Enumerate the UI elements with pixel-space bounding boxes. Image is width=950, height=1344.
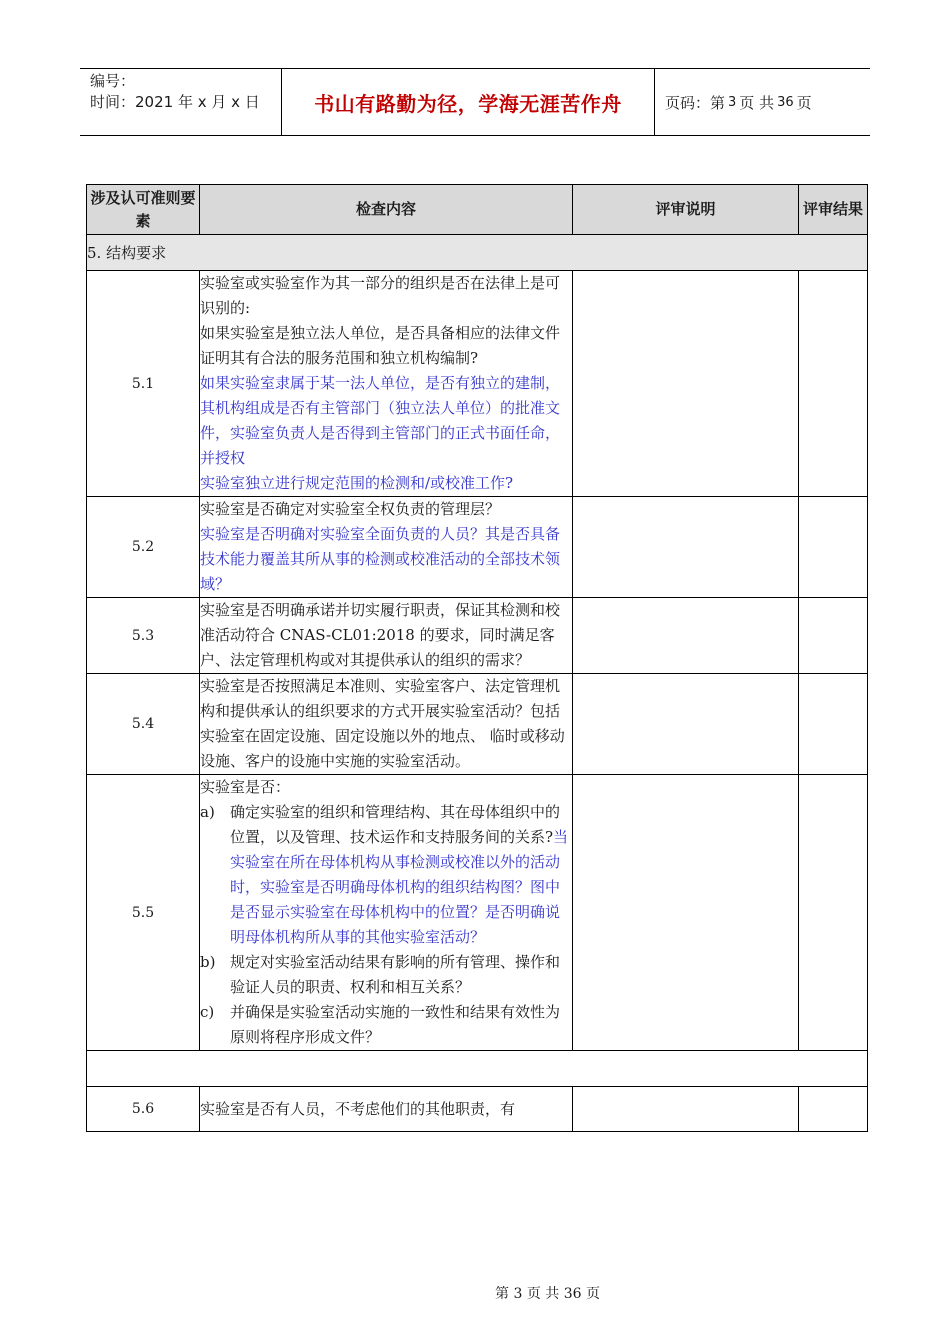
review-notes-cell[interactable] bbox=[573, 775, 799, 1051]
page-total: 36 bbox=[777, 94, 794, 110]
review-result-cell[interactable] bbox=[799, 598, 868, 674]
review-result-cell[interactable] bbox=[799, 271, 868, 497]
footer-total: 36 bbox=[563, 1286, 582, 1302]
table-row bbox=[87, 497, 868, 598]
content-note-text: 实验室独立进行规定范围的检测和/或校准工作? bbox=[200, 474, 514, 492]
review-notes-cell[interactable] bbox=[573, 598, 799, 674]
page-header bbox=[80, 68, 870, 136]
content-text: 实验室是否明确承诺并切实履行职责，保证其检测和校准活动符合 CNAS-CL01:2018 的要求，同时满足客户、法定管理机构或对其提供承认的组织的需求？ bbox=[200, 601, 561, 669]
row-content bbox=[200, 271, 573, 497]
date-label: 时间：2021 年 x 月 x 日 bbox=[90, 93, 260, 111]
review-notes-cell[interactable] bbox=[573, 497, 799, 598]
row-content bbox=[200, 598, 573, 674]
row-content bbox=[200, 497, 573, 598]
row-code: 5.2 bbox=[87, 497, 200, 598]
list-item bbox=[200, 1000, 572, 1050]
row-code: 5.5 bbox=[87, 775, 200, 1051]
content-text: 实验室或实验室作为其一部分的组织是否在法律上是可识别的: bbox=[200, 274, 561, 317]
row-code: 5.3 bbox=[87, 598, 200, 674]
content-note-text: 实验室是否明确对实验室全面负责的人员？其是否具备技术能力覆盖其所从事的检测或校准活动的全部技术领域？ bbox=[200, 525, 561, 593]
serial-label: 编号： bbox=[90, 72, 136, 90]
empty-cell bbox=[87, 1051, 868, 1087]
footer-prefix: 第 bbox=[494, 1286, 509, 1302]
table-row bbox=[87, 598, 868, 674]
table-row bbox=[87, 271, 868, 497]
item-note-text: 当实验室在所在母体机构从事检测或校准以外的活动时，实验室是否明确母体机构的组织结构图？图中是否显示实验室在母体机构中的位置？是否明确说明母体机构所从事的其他实验室活动？ bbox=[230, 828, 569, 946]
item-label: c) bbox=[200, 1003, 215, 1021]
content-note-text: 如果实验室隶属于某一法人单位，是否有独立的建制，其机构组成是否有主管部门（独立法人单位）的批准文件，实验室负责人是否得到主管部门的正式书面任命，并授权 bbox=[200, 374, 561, 467]
row-code: 5.4 bbox=[87, 674, 200, 775]
item-label: a) bbox=[200, 803, 215, 821]
table-row bbox=[87, 674, 868, 775]
review-checklist-table bbox=[86, 184, 868, 1132]
item-text: 并确保是实验室活动实施的一致性和结果有效性为原则将程序形成文件？ bbox=[230, 1003, 561, 1046]
list-item bbox=[200, 950, 572, 1000]
footer-suffix: 页 bbox=[586, 1286, 600, 1302]
row-content bbox=[200, 1087, 573, 1132]
col-header-content: 检查内容 bbox=[200, 185, 573, 235]
item-text: 规定对实验室活动结果有影响的所有管理、操作和验证人员的职责、权利和相互关系？ bbox=[230, 953, 561, 996]
page-footer bbox=[0, 1283, 950, 1303]
col-header-notes: 评审说明 bbox=[573, 185, 799, 235]
page-prefix: 页码：第 bbox=[665, 93, 726, 112]
header-page-info bbox=[655, 69, 870, 135]
row-code: 5.1 bbox=[87, 271, 200, 497]
header-meta bbox=[80, 69, 282, 135]
item-label: b) bbox=[200, 953, 216, 971]
content-text: 如果实验室是独立法人单位，是否具备相应的法律文件证明其有合法的服务范围和独立机构编制? bbox=[200, 324, 561, 367]
row-content bbox=[200, 775, 573, 1051]
col-header-element: 涉及认可准则要素 bbox=[87, 185, 200, 235]
review-notes-cell[interactable] bbox=[573, 674, 799, 775]
col-header-result: 评审结果 bbox=[799, 185, 868, 235]
footer-mid2: 共 bbox=[545, 1286, 560, 1302]
row-content bbox=[200, 674, 573, 775]
header-motto: 书山有路勤为径，学海无涯苦作舟 bbox=[282, 69, 655, 135]
content-text: 实验室是否确定对实验室全权负责的管理层？ bbox=[200, 500, 501, 518]
content-text: 实验室是否： bbox=[200, 778, 291, 796]
item-text bbox=[230, 800, 572, 950]
empty-row bbox=[87, 1051, 868, 1087]
section-row bbox=[87, 235, 868, 271]
section-title: 5. 结构要求 bbox=[87, 235, 868, 271]
review-result-cell[interactable] bbox=[799, 497, 868, 598]
footer-current: 3 bbox=[513, 1286, 523, 1302]
list-item bbox=[200, 800, 572, 950]
review-result-cell[interactable] bbox=[799, 1087, 868, 1132]
page-current: 3 bbox=[728, 94, 737, 110]
review-result-cell[interactable] bbox=[799, 775, 868, 1051]
page-suffix: 页 bbox=[796, 93, 812, 112]
review-notes-cell[interactable] bbox=[573, 271, 799, 497]
content-text: 实验室是否有人员，不考虑他们的其他职责，有 bbox=[200, 1099, 516, 1118]
review-result-cell[interactable] bbox=[799, 674, 868, 775]
footer-mid1: 页 bbox=[526, 1286, 541, 1302]
table-row bbox=[87, 1087, 868, 1132]
table-row bbox=[87, 775, 868, 1051]
page-mid: 页 共 bbox=[739, 93, 775, 112]
content-text: 实验室是否按照满足本准则、实验室客户、法定管理机构和提供承认的组织要求的方式开展实验室活动？包括实验室在固定设施、固定设施以外的地点、 临时或移动设施、客户的设施中实施的实验室活动。 bbox=[200, 677, 565, 770]
table-header-row bbox=[87, 185, 868, 235]
row-code: 5.6 bbox=[87, 1087, 200, 1132]
review-notes-cell[interactable] bbox=[573, 1087, 799, 1132]
item-text-main: 确定实验室的组织和管理结构、其在母体组织中的位置，以及管理、技术运作和支持服务间的关系? bbox=[230, 803, 561, 846]
